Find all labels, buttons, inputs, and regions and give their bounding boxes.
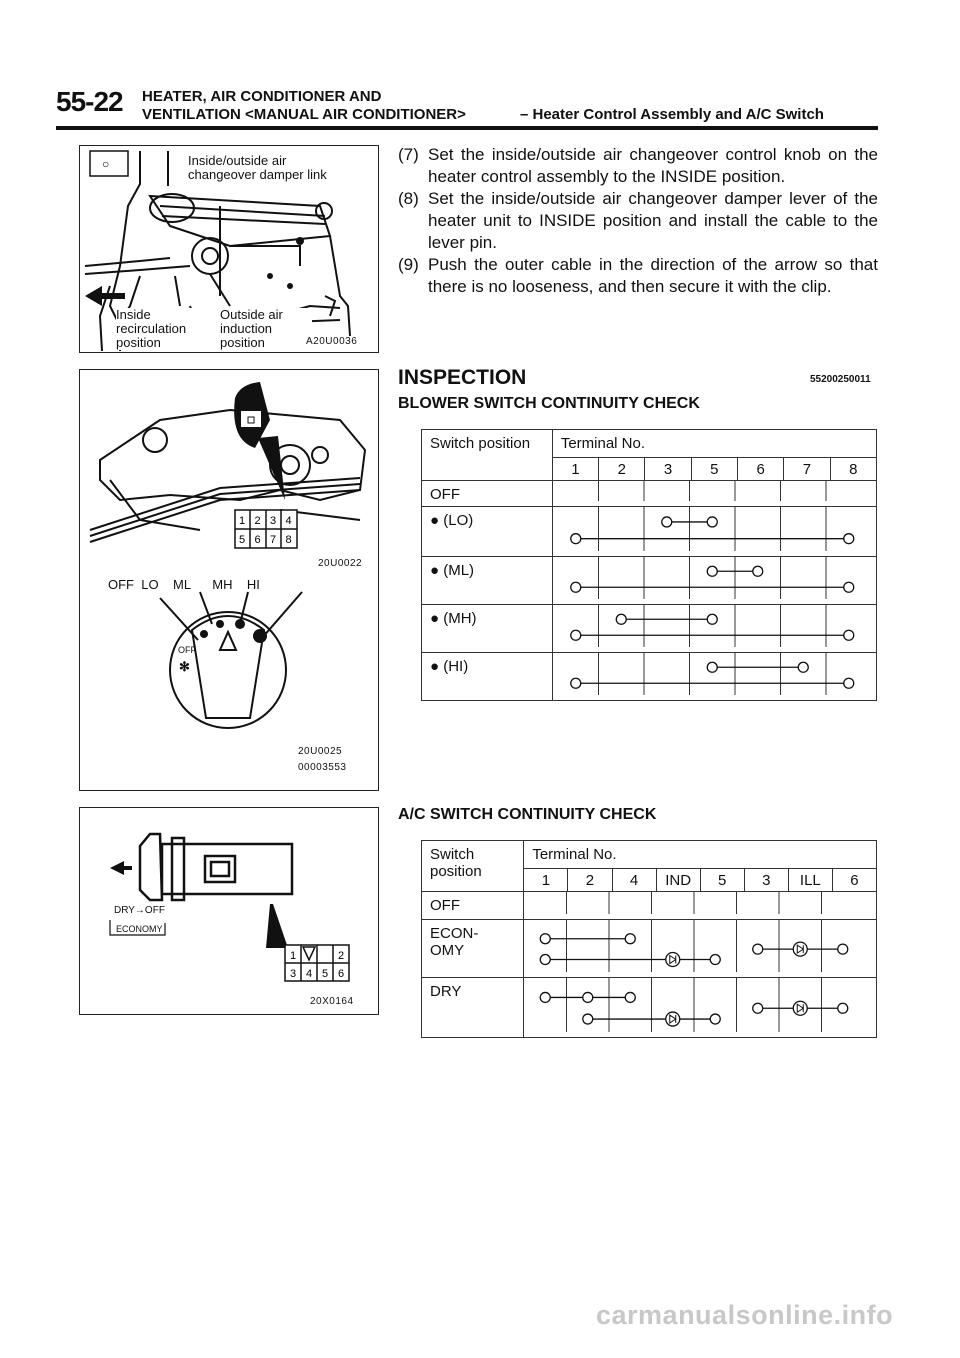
knob-off-label: OFF bbox=[178, 645, 196, 655]
terminal-node bbox=[844, 534, 854, 544]
continuity-cell bbox=[552, 605, 876, 653]
ac-check-heading: A/C SWITCH CONTINUITY CHECK bbox=[398, 806, 657, 823]
terminal-node bbox=[711, 955, 721, 965]
connector-pin-label: 1 bbox=[289, 950, 297, 962]
switch-position: ● (ML) bbox=[422, 557, 553, 605]
table-row bbox=[422, 605, 877, 653]
terminal-node bbox=[844, 582, 854, 592]
terminal-number: 6 bbox=[738, 458, 784, 481]
terminal-node bbox=[541, 992, 551, 1002]
terminal-number: ILL bbox=[788, 869, 832, 892]
table-row bbox=[422, 978, 877, 1038]
figure-code: 20X0164 bbox=[310, 996, 354, 1007]
terminal-number: 5 bbox=[691, 458, 737, 481]
svg-text:✻: ✻ bbox=[179, 659, 190, 674]
damper-link-figure bbox=[79, 145, 379, 353]
connector-pin-label: 2 bbox=[337, 950, 345, 962]
blower-switch-figure bbox=[79, 369, 379, 791]
damper-link-label: Inside/outside air changeover damper link bbox=[188, 154, 368, 182]
blower-continuity-table bbox=[421, 429, 877, 701]
terminal-node bbox=[844, 678, 854, 688]
continuity-diagram bbox=[524, 920, 864, 972]
diode-symbol bbox=[666, 953, 680, 967]
terminal-node bbox=[707, 614, 717, 624]
switch-position: OFF bbox=[422, 892, 524, 920]
continuity-line bbox=[571, 534, 854, 544]
watermark: carmanualsonline.info bbox=[596, 1300, 894, 1330]
terminal-node bbox=[583, 1014, 593, 1024]
terminal-number: 1 bbox=[524, 869, 568, 892]
terminal-node bbox=[626, 992, 636, 1002]
continuity-line bbox=[707, 662, 808, 672]
ac-switch-figure bbox=[79, 807, 379, 1015]
inspection-code: 55200250011 bbox=[810, 374, 871, 385]
step-9: (9) Push the outer cable in the direction of the arrow so that there is no looseness, and then secure it with the clip. bbox=[398, 255, 878, 296]
table-row bbox=[422, 920, 877, 978]
terminal-number: 4 bbox=[612, 869, 656, 892]
terminal-no-header: Terminal No. bbox=[524, 841, 877, 869]
continuity-cell bbox=[524, 978, 877, 1038]
step-7: (7) Set the inside/outside air changeover control knob on the heater control assembly to the INSIDE position. bbox=[398, 145, 878, 186]
ac-mode-economy: ECONOMY bbox=[116, 924, 163, 934]
terminal-number: 6 bbox=[832, 869, 876, 892]
procedure-steps bbox=[398, 144, 878, 298]
table-row bbox=[422, 481, 877, 507]
continuity-line bbox=[541, 934, 636, 944]
chapter-title-line2: VENTILATION <MANUAL AIR CONDITIONER> bbox=[142, 106, 466, 123]
chapter-title-line1: HEATER, AIR CONDITIONER AND bbox=[142, 88, 382, 105]
continuity-line bbox=[571, 630, 854, 640]
knob-code: 20U0025 bbox=[298, 746, 343, 757]
table-row bbox=[422, 507, 877, 557]
terminal-number: IND bbox=[656, 869, 700, 892]
figure-code: A20U0036 bbox=[306, 336, 358, 347]
blower-check-heading: BLOWER SWITCH CONTINUITY CHECK bbox=[398, 395, 700, 412]
switch-position: ● (MH) bbox=[422, 605, 553, 653]
connector-pin-label: 7 bbox=[269, 534, 277, 546]
terminal-node bbox=[626, 934, 636, 944]
terminal-node bbox=[616, 614, 626, 624]
continuity-diagram bbox=[553, 481, 872, 501]
terminal-number: 5 bbox=[700, 869, 744, 892]
continuity-cell bbox=[552, 653, 876, 701]
connector-pin-label: 8 bbox=[285, 534, 292, 546]
illumination-line bbox=[753, 1001, 848, 1015]
continuity-diagram bbox=[553, 557, 872, 599]
terminal-number: 3 bbox=[744, 869, 788, 892]
continuity-diagram bbox=[524, 978, 864, 1032]
continuity-line bbox=[571, 678, 854, 688]
connector-pin-label: 3 bbox=[289, 968, 297, 980]
connector-pin-label: 5 bbox=[321, 968, 329, 980]
terminal-node bbox=[571, 534, 581, 544]
terminal-number: 2 bbox=[599, 458, 645, 481]
inspection-heading: INSPECTION bbox=[398, 366, 527, 389]
page-number: 55-22 bbox=[56, 86, 123, 117]
continuity-line bbox=[571, 582, 854, 592]
terminal-node bbox=[571, 582, 581, 592]
continuity-cell bbox=[524, 892, 877, 920]
continuity-line bbox=[616, 614, 717, 624]
switch-position: DRY bbox=[422, 978, 524, 1038]
connector-pin-label: 3 bbox=[269, 515, 277, 527]
terminal-node bbox=[798, 662, 808, 672]
terminal-number: 7 bbox=[784, 458, 830, 481]
switch-position: ECON- OMY bbox=[422, 920, 524, 978]
ac-continuity-table bbox=[421, 840, 877, 1038]
terminal-node bbox=[844, 630, 854, 640]
switch-position: ● (HI) bbox=[422, 653, 553, 701]
terminal-node bbox=[571, 678, 581, 688]
switch-position: ● (LO) bbox=[422, 507, 553, 557]
terminal-node bbox=[541, 934, 551, 944]
table-row bbox=[422, 653, 877, 701]
svg-text:○: ○ bbox=[102, 157, 110, 171]
connector-pin-label: 5 bbox=[238, 534, 246, 546]
table-row bbox=[422, 557, 877, 605]
connector-pin-label: 4 bbox=[285, 515, 292, 527]
header-rule bbox=[56, 126, 878, 130]
terminal-node bbox=[707, 566, 717, 576]
switch-position: OFF bbox=[422, 481, 553, 507]
terminal-no-header: Terminal No. bbox=[552, 430, 876, 458]
terminal-number: 1 bbox=[552, 458, 598, 481]
section-title: – Heater Control Assembly and A/C Switch bbox=[520, 106, 824, 123]
terminal-number: 2 bbox=[568, 869, 612, 892]
table-row bbox=[422, 892, 877, 920]
connector-pin-label: 6 bbox=[337, 968, 345, 980]
continuity-cell bbox=[552, 481, 876, 507]
terminal-node bbox=[707, 517, 717, 527]
terminal-node bbox=[662, 517, 672, 527]
terminal-node bbox=[583, 992, 593, 1002]
blower-position-labels: OFF LO ML MH HI bbox=[108, 577, 260, 592]
switch-position-header: Switch position bbox=[422, 430, 553, 481]
continuity-diagram bbox=[553, 605, 872, 647]
terminal-node bbox=[711, 1014, 721, 1024]
diode-symbol bbox=[666, 1012, 680, 1026]
illumination-line bbox=[753, 942, 848, 956]
figure-code: 00003553 bbox=[298, 762, 347, 773]
ac-mode-dry-off: DRY→OFF bbox=[114, 905, 165, 916]
connector-pin-label: 1 bbox=[238, 515, 246, 527]
continuity-diagram bbox=[553, 507, 872, 551]
outside-position-label: Outside air induction position bbox=[220, 308, 312, 350]
terminal-node bbox=[707, 662, 717, 672]
connector-pin-label: 4 bbox=[305, 968, 313, 980]
inside-position-label: Inside recirculation position bbox=[116, 308, 206, 350]
continuity-diagram bbox=[553, 653, 872, 695]
continuity-cell bbox=[552, 557, 876, 605]
connector-code: 20U0022 bbox=[318, 558, 363, 569]
switch-position-header: Switch position bbox=[422, 841, 524, 892]
connector-pin-label: 6 bbox=[254, 534, 261, 546]
terminal-node bbox=[541, 955, 551, 965]
terminal-number: 8 bbox=[830, 458, 876, 481]
continuity-cell bbox=[552, 507, 876, 557]
connector-pin-label: 2 bbox=[254, 515, 261, 527]
continuity-line bbox=[541, 953, 721, 967]
continuity-cell bbox=[524, 920, 877, 978]
terminal-node bbox=[571, 630, 581, 640]
terminal-number: 3 bbox=[645, 458, 691, 481]
terminal-node bbox=[753, 566, 763, 576]
continuity-diagram bbox=[524, 892, 864, 914]
step-8: (8) Set the inside/outside air changeover damper lever of the heater unit to INSIDE position and install the cable to the lever pin. bbox=[398, 189, 878, 252]
